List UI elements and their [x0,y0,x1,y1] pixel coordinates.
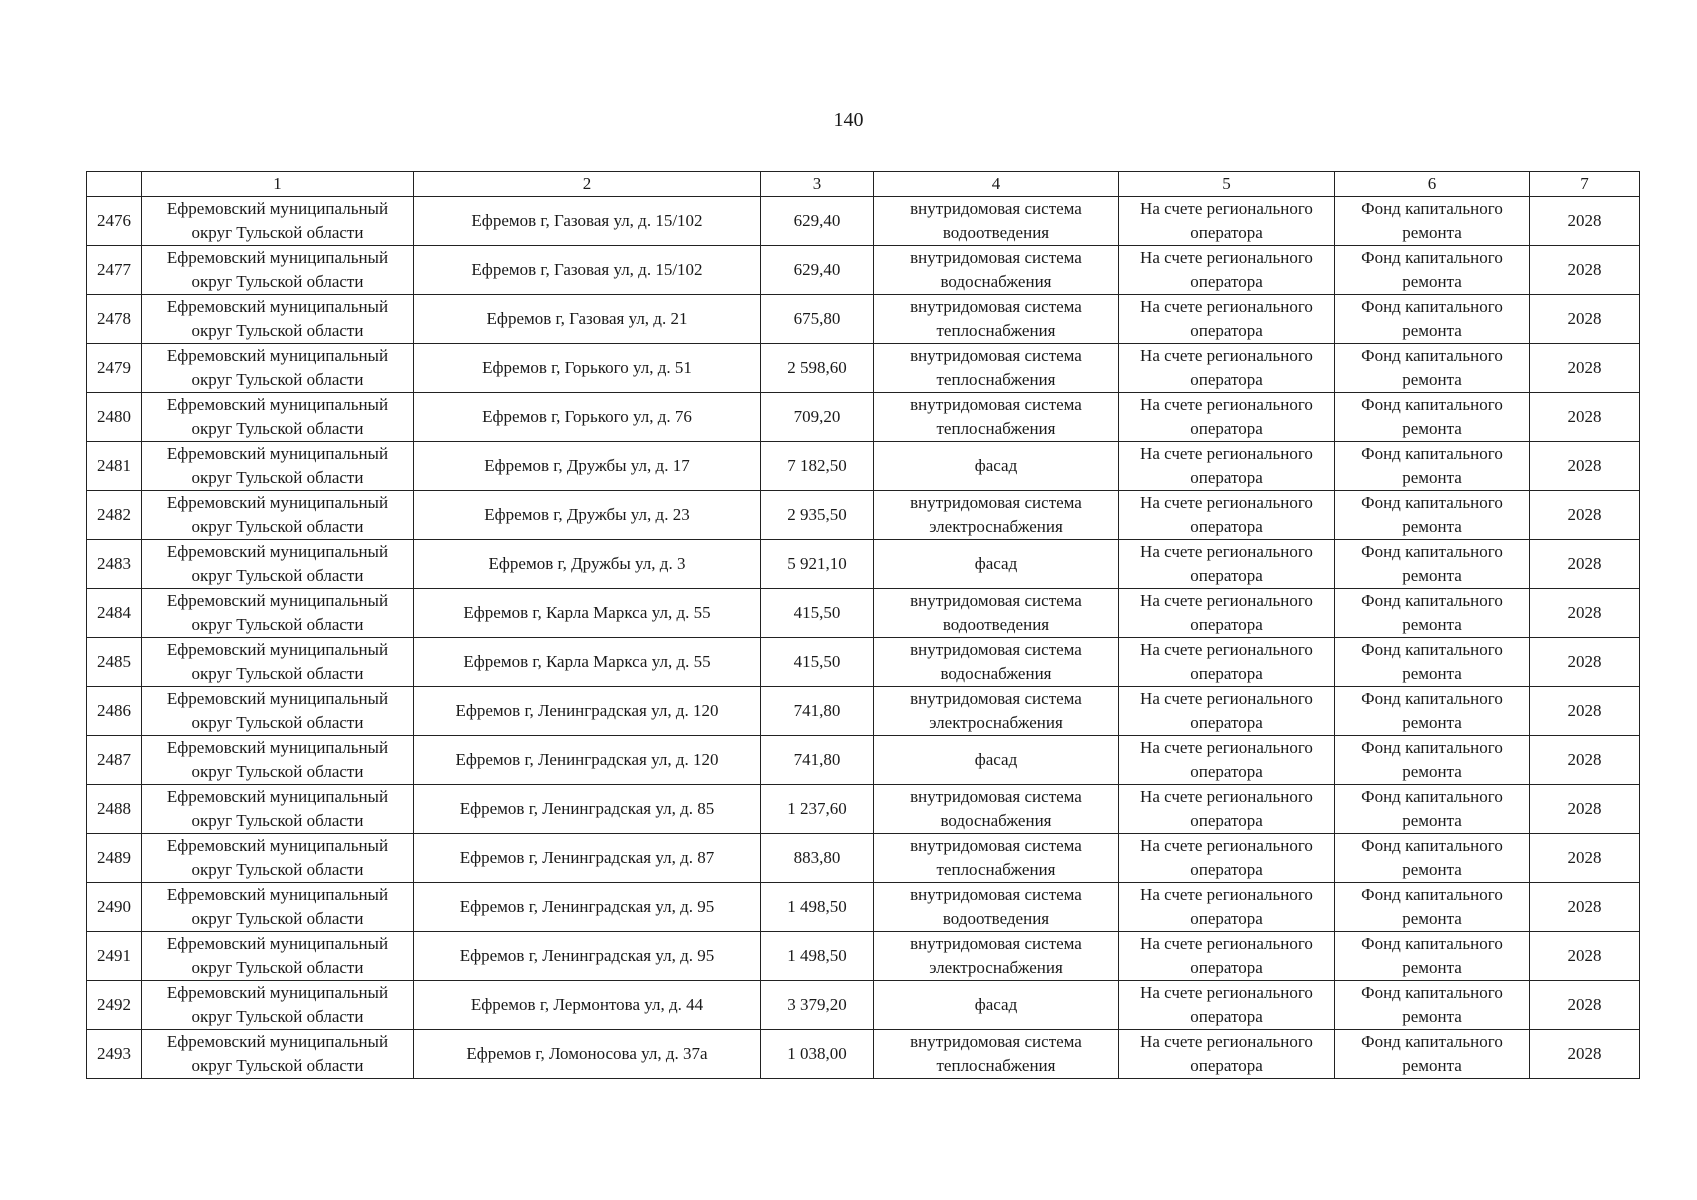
year-cell: 2028 [1530,246,1640,295]
area-cell: 675,80 [761,295,874,344]
table-row [87,981,1640,1030]
address-cell: Ефремов г, Ленинградская ул, д. 120 [414,687,761,736]
funding-source-cell: Фонд капитального ремонта [1335,834,1530,883]
work-type-cell: фасад [874,981,1119,1030]
table-row [87,589,1640,638]
funding-source-cell: Фонд капитального ремонта [1335,638,1530,687]
row-number-cell: 2485 [87,638,142,687]
year-cell: 2028 [1530,687,1640,736]
column-header: 4 [874,172,1119,197]
row-number-cell: 2481 [87,442,142,491]
year-cell: 2028 [1530,981,1640,1030]
row-number-cell: 2483 [87,540,142,589]
municipality-cell: Ефремовский муниципальный округ Тульской области [142,295,414,344]
fund-account-cell: На счете регионального оператора [1119,687,1335,736]
table-row [87,687,1640,736]
table-row [87,638,1640,687]
municipality-cell: Ефремовский муниципальный округ Тульской области [142,393,414,442]
column-header: 3 [761,172,874,197]
fund-account-cell: На счете регионального оператора [1119,344,1335,393]
column-number-row [87,172,1640,197]
table-row [87,785,1640,834]
row-number-cell: 2493 [87,1030,142,1079]
municipality-cell: Ефремовский муниципальный округ Тульской области [142,1030,414,1079]
funding-source-cell: Фонд капитального ремонта [1335,344,1530,393]
fund-account-cell: На счете регионального оператора [1119,295,1335,344]
address-cell: Ефремов г, Газовая ул, д. 15/102 [414,246,761,295]
funding-source-cell: Фонд капитального ремонта [1335,589,1530,638]
row-number-cell: 2492 [87,981,142,1030]
row-number-cell: 2491 [87,932,142,981]
work-type-cell: фасад [874,540,1119,589]
column-header: 6 [1335,172,1530,197]
municipality-cell: Ефремовский муниципальный округ Тульской области [142,638,414,687]
area-cell: 415,50 [761,638,874,687]
municipality-cell: Ефремовский муниципальный округ Тульской области [142,589,414,638]
fund-account-cell: На счете регионального оператора [1119,736,1335,785]
address-cell: Ефремов г, Газовая ул, д. 15/102 [414,197,761,246]
row-number-cell: 2489 [87,834,142,883]
row-number-cell: 2488 [87,785,142,834]
work-type-cell: фасад [874,736,1119,785]
row-number-cell: 2490 [87,883,142,932]
year-cell: 2028 [1530,491,1640,540]
year-cell: 2028 [1530,883,1640,932]
fund-account-cell: На счете регионального оператора [1119,393,1335,442]
table-row [87,1030,1640,1079]
fund-account-cell: На счете регионального оператора [1119,197,1335,246]
funding-source-cell: Фонд капитального ремонта [1335,981,1530,1030]
area-cell: 3 379,20 [761,981,874,1030]
municipality-cell: Ефремовский муниципальный округ Тульской области [142,834,414,883]
area-cell: 2 935,50 [761,491,874,540]
address-cell: Ефремов г, Карла Маркса ул, д. 55 [414,638,761,687]
year-cell: 2028 [1530,638,1640,687]
year-cell: 2028 [1530,197,1640,246]
fund-account-cell: На счете регионального оператора [1119,834,1335,883]
municipality-cell: Ефремовский муниципальный округ Тульской области [142,540,414,589]
funding-source-cell: Фонд капитального ремонта [1335,295,1530,344]
funding-source-cell: Фонд капитального ремонта [1335,785,1530,834]
address-cell: Ефремов г, Ленинградская ул, д. 120 [414,736,761,785]
address-cell: Ефремов г, Ленинградская ул, д. 85 [414,785,761,834]
funding-source-cell: Фонд капитального ремонта [1335,1030,1530,1079]
fund-account-cell: На счете регионального оператора [1119,540,1335,589]
year-cell: 2028 [1530,344,1640,393]
area-cell: 415,50 [761,589,874,638]
page-number: 140 [833,109,864,131]
work-type-cell: внутридомовая система электроснабжения [874,932,1119,981]
fund-account-cell: На счете регионального оператора [1119,246,1335,295]
row-number-cell: 2476 [87,197,142,246]
municipality-cell: Ефремовский муниципальный округ Тульской области [142,442,414,491]
fund-account-cell: На счете регионального оператора [1119,981,1335,1030]
funding-source-cell: Фонд капитального ремонта [1335,491,1530,540]
table-row [87,736,1640,785]
municipality-cell: Ефремовский муниципальный округ Тульской области [142,491,414,540]
area-cell: 1 237,60 [761,785,874,834]
municipality-cell: Ефремовский муниципальный округ Тульской области [142,932,414,981]
table-row [87,540,1640,589]
column-header: 7 [1530,172,1640,197]
year-cell: 2028 [1530,393,1640,442]
table-row [87,834,1640,883]
year-cell: 2028 [1530,932,1640,981]
row-number-cell: 2477 [87,246,142,295]
table-row [87,932,1640,981]
work-type-cell: фасад [874,442,1119,491]
row-number-cell: 2478 [87,295,142,344]
address-cell: Ефремов г, Карла Маркса ул, д. 55 [414,589,761,638]
address-cell: Ефремов г, Горького ул, д. 76 [414,393,761,442]
area-cell: 629,40 [761,246,874,295]
work-type-cell: внутридомовая система водоснабжения [874,246,1119,295]
work-type-cell: внутридомовая система электроснабжения [874,687,1119,736]
fund-account-cell: На счете регионального оператора [1119,638,1335,687]
address-cell: Ефремов г, Дружбы ул, д. 3 [414,540,761,589]
work-type-cell: внутридомовая система теплоснабжения [874,834,1119,883]
fund-account-cell: На счете регионального оператора [1119,1030,1335,1079]
row-number-cell: 2480 [87,393,142,442]
year-cell: 2028 [1530,834,1640,883]
year-cell: 2028 [1530,442,1640,491]
municipality-cell: Ефремовский муниципальный округ Тульской области [142,246,414,295]
column-header: 5 [1119,172,1335,197]
address-cell: Ефремов г, Лермонтова ул, д. 44 [414,981,761,1030]
work-type-cell: внутридомовая система водоснабжения [874,638,1119,687]
table-row [87,883,1640,932]
table-row [87,344,1640,393]
fund-account-cell: На счете регионального оператора [1119,491,1335,540]
area-cell: 741,80 [761,687,874,736]
work-type-cell: внутридомовая система теплоснабжения [874,393,1119,442]
table-row [87,197,1640,246]
address-cell: Ефремов г, Газовая ул, д. 21 [414,295,761,344]
area-cell: 2 598,60 [761,344,874,393]
work-type-cell: внутридомовая система теплоснабжения [874,295,1119,344]
column-header: 1 [142,172,414,197]
funding-source-cell: Фонд капитального ремонта [1335,246,1530,295]
work-type-cell: внутридомовая система водоснабжения [874,785,1119,834]
area-cell: 7 182,50 [761,442,874,491]
year-cell: 2028 [1530,295,1640,344]
municipality-cell: Ефремовский муниципальный округ Тульской области [142,197,414,246]
address-cell: Ефремов г, Ленинградская ул, д. 87 [414,834,761,883]
funding-source-cell: Фонд капитального ремонта [1335,687,1530,736]
column-header [87,172,142,197]
row-number-cell: 2482 [87,491,142,540]
row-number-cell: 2479 [87,344,142,393]
area-cell: 5 921,10 [761,540,874,589]
work-type-cell: внутридомовая система теплоснабжения [874,1030,1119,1079]
fund-account-cell: На счете регионального оператора [1119,932,1335,981]
funding-source-cell: Фонд капитального ремонта [1335,883,1530,932]
work-type-cell: внутридомовая система теплоснабжения [874,344,1119,393]
fund-account-cell: На счете регионального оператора [1119,589,1335,638]
area-cell: 709,20 [761,393,874,442]
fund-account-cell: На счете регионального оператора [1119,785,1335,834]
municipality-cell: Ефремовский муниципальный округ Тульской области [142,687,414,736]
row-number-cell: 2486 [87,687,142,736]
municipality-cell: Ефремовский муниципальный округ Тульской области [142,981,414,1030]
table-row [87,295,1640,344]
address-cell: Ефремов г, Ленинградская ул, д. 95 [414,883,761,932]
area-cell: 1 038,00 [761,1030,874,1079]
year-cell: 2028 [1530,540,1640,589]
repair-register-table [86,171,1640,1079]
year-cell: 2028 [1530,785,1640,834]
area-cell: 1 498,50 [761,932,874,981]
address-cell: Ефремов г, Ленинградская ул, д. 95 [414,932,761,981]
funding-source-cell: Фонд капитального ремонта [1335,197,1530,246]
table-row [87,393,1640,442]
row-number-cell: 2487 [87,736,142,785]
year-cell: 2028 [1530,589,1640,638]
area-cell: 883,80 [761,834,874,883]
work-type-cell: внутридомовая система водоотведения [874,197,1119,246]
area-cell: 741,80 [761,736,874,785]
municipality-cell: Ефремовский муниципальный округ Тульской области [142,736,414,785]
work-type-cell: внутридомовая система водоотведения [874,883,1119,932]
funding-source-cell: Фонд капитального ремонта [1335,540,1530,589]
address-cell: Ефремов г, Дружбы ул, д. 17 [414,442,761,491]
funding-source-cell: Фонд капитального ремонта [1335,442,1530,491]
area-cell: 629,40 [761,197,874,246]
work-type-cell: внутридомовая система электроснабжения [874,491,1119,540]
table-row [87,246,1640,295]
year-cell: 2028 [1530,1030,1640,1079]
area-cell: 1 498,50 [761,883,874,932]
fund-account-cell: На счете регионального оператора [1119,883,1335,932]
municipality-cell: Ефремовский муниципальный округ Тульской области [142,785,414,834]
municipality-cell: Ефремовский муниципальный округ Тульской области [142,883,414,932]
fund-account-cell: На счете регионального оператора [1119,442,1335,491]
address-cell: Ефремов г, Ломоносова ул, д. 37а [414,1030,761,1079]
year-cell: 2028 [1530,736,1640,785]
funding-source-cell: Фонд капитального ремонта [1335,393,1530,442]
table-row [87,442,1640,491]
work-type-cell: внутридомовая система водоотведения [874,589,1119,638]
address-cell: Ефремов г, Горького ул, д. 51 [414,344,761,393]
row-number-cell: 2484 [87,589,142,638]
funding-source-cell: Фонд капитального ремонта [1335,736,1530,785]
column-header: 2 [414,172,761,197]
municipality-cell: Ефремовский муниципальный округ Тульской области [142,344,414,393]
address-cell: Ефремов г, Дружбы ул, д. 23 [414,491,761,540]
table-row [87,491,1640,540]
funding-source-cell: Фонд капитального ремонта [1335,932,1530,981]
